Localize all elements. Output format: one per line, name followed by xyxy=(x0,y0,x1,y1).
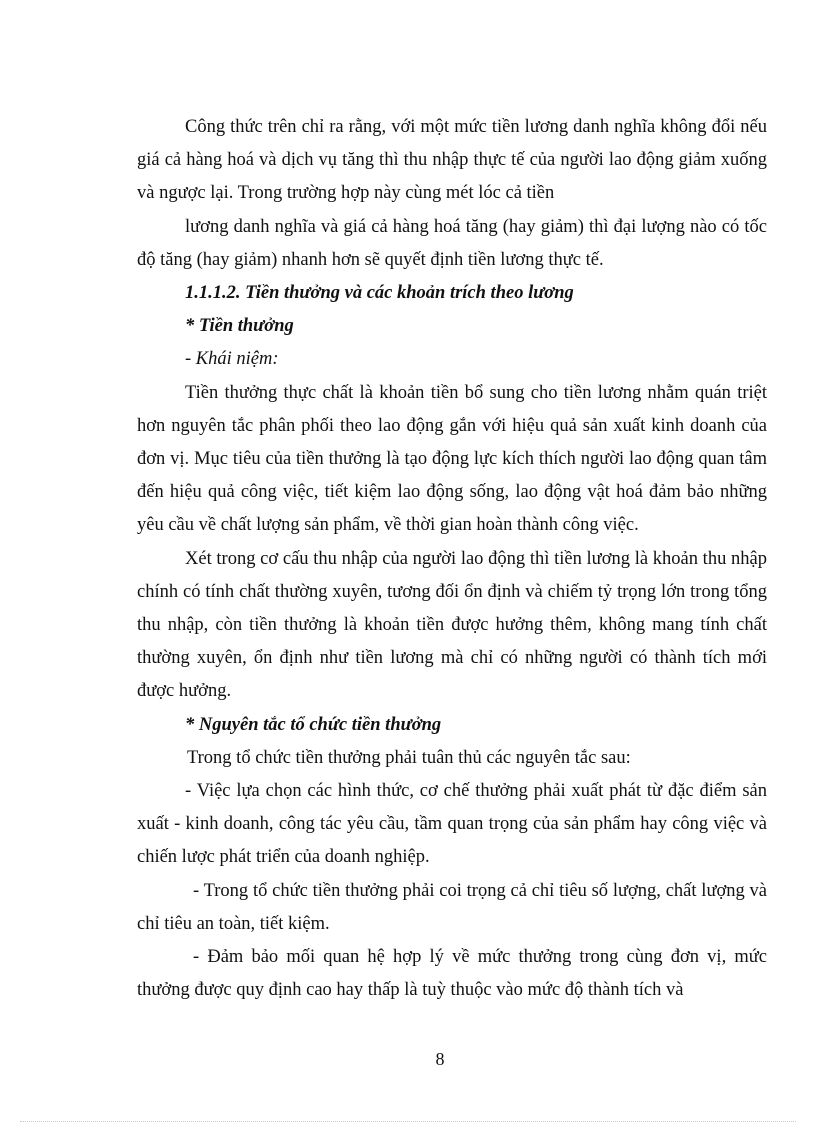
page-number: 8 xyxy=(435,1049,445,1069)
list-item-principle-1: - Việc lựa chọn các hình thức, cơ chế thưởng phải xuất phát từ đặc điểm sản xuất - kinh doanh, công tác yêu cầu, tầm quan trọng của sản phẩm hay công việc và chiến lược phát triển của doanh nghiệp. xyxy=(137,781,767,868)
paragraph-real-wage-formula: Công thức trên chỉ ra rằng, với một mức tiền lương danh nghĩa không đổi nếu giá cả hàng hoá và dịch vụ tăng thì thu nhập thực tế của người lao động giảm xuống và ngược lại. Trong trường hợp này cùng mét lóc cả tiền xyxy=(137,117,767,204)
paragraph-bonus-definition: Tiền thưởng thực chất là khoản tiền bổ sung cho tiền lương nhằm quán triệt hơn nguyên tắc phân phối theo lao động gắn với hiệu quả sản xuất kinh doanh của đơn vị. Mục tiêu của tiền thưởng là tạo động lực kích thích người lao động quan tâm đến hiệu quả công việc, tiết kiệm lao động sống, lao động vật hoá đảm bảo những yêu cầu về chất lượng sản phẩm, về thời gian hoàn thành công việc. xyxy=(137,382,767,536)
paragraph-principles-intro: Trong tổ chức tiền thưởng phải tuân thủ các nguyên tắc sau: xyxy=(187,747,631,768)
list-item-principle-3: - Đảm bảo mối quan hệ hợp lý về mức thưởng trong cùng đơn vị, mức thưởng được quy định cao hay thấp là tuỳ thuộc vào mức độ thành tích và xyxy=(137,947,767,1001)
page-bottom-divider xyxy=(20,1121,796,1122)
body-text xyxy=(137,111,767,1007)
paragraph-income-structure: Xét trong cơ cấu thu nhập của người lao động thì tiền lương là khoản thu nhập chính có tính chất thường xuyên, tương đối ổn định và chiếm tỷ trọng lớn trong tổng thu nhập, còn tiền thưởng là khoản tiền được hưởng thêm, không mang tính chất thường xuyên, ổn định như tiền lương mà chỉ có những người có thành tích mới được hưởng. xyxy=(137,548,767,702)
label-concept: - Khái niệm: xyxy=(185,349,279,370)
paragraph-real-wage-conclusion: lương danh nghĩa và giá cả hàng hoá tăng (hay giảm) thì đại lượng nào có tốc độ tăng (hay giảm) nhanh hơn sẽ quyết định tiền lương thực tế. xyxy=(137,216,767,270)
section-heading: 1.1.1.2. Tiền thưởng và các khoản trích theo lương xyxy=(185,283,574,304)
subheading-bonus: * Tiền thưởng xyxy=(185,316,294,337)
list-item-principle-2: - Trong tổ chức tiền thưởng phải coi trọng cả chỉ tiêu số lượng, chất lượng và chỉ tiêu an toàn, tiết kiệm. xyxy=(137,880,767,934)
subheading-bonus-principles: * Nguyên tắc tổ chức tiền thưởng xyxy=(185,714,442,735)
